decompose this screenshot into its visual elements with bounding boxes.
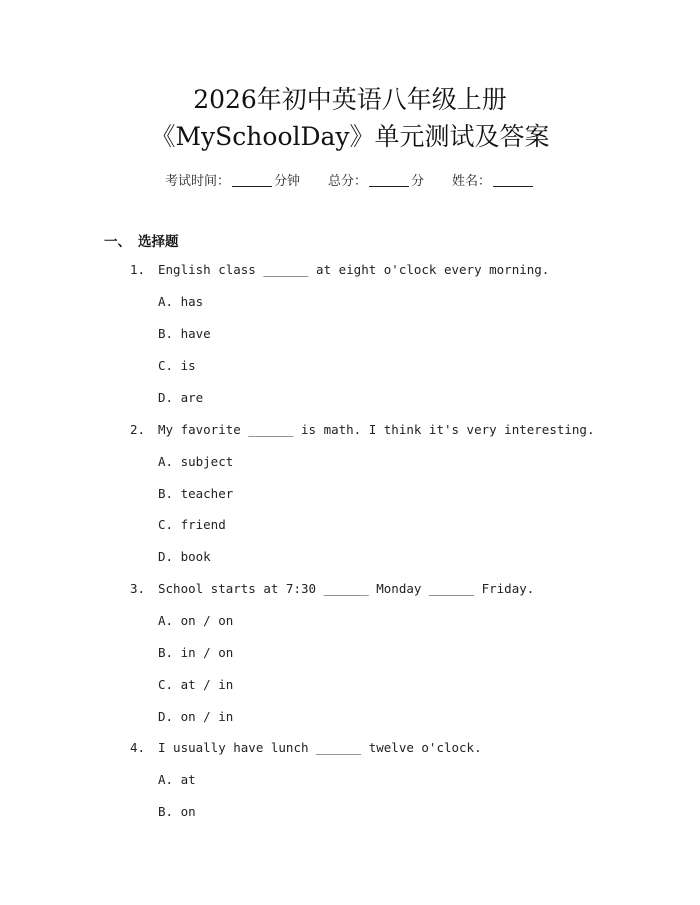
section-heading xyxy=(104,230,179,250)
question-text: School starts at 7:30 ______ Monday ______ Friday. xyxy=(158,581,535,596)
exam-time-blank xyxy=(232,174,272,187)
question-3 xyxy=(130,581,534,596)
document-subtitle: 《MySchoolDay》单元测试及答案 xyxy=(150,122,550,151)
question-text: I usually have lunch ______ twelve o'clock. xyxy=(158,740,482,755)
section-title: 选择题 xyxy=(138,234,179,250)
question-number: 4. xyxy=(130,740,146,755)
question-1-option-b: B. have xyxy=(158,326,211,341)
student-name-blank xyxy=(493,174,533,187)
question-1-option-c: C. is xyxy=(158,358,196,373)
question-text: My favorite ______ is math. I think it's very interesting. xyxy=(158,422,595,437)
question-3-option-a: A. on / on xyxy=(158,613,234,628)
question-number: 1. xyxy=(130,262,146,277)
exam-info-bar xyxy=(0,170,700,189)
question-text: English class ______ at eight o'clock every morning. xyxy=(158,262,550,277)
student-name-label: 姓名： xyxy=(452,174,492,189)
total-score-unit: 分 xyxy=(411,174,425,189)
question-4-option-a: A. at xyxy=(158,772,196,787)
question-3-option-d: D. on / in xyxy=(158,709,234,724)
question-2-option-a: A. subject xyxy=(158,454,234,469)
question-1-option-a: A. has xyxy=(158,294,204,309)
exam-time-field xyxy=(165,170,300,189)
question-3-option-c: C. at / in xyxy=(158,677,234,692)
exam-time-unit: 分钟 xyxy=(273,174,300,189)
question-number: 3. xyxy=(130,581,146,596)
question-1-option-d: D. are xyxy=(158,390,204,405)
question-4-option-b: B. on xyxy=(158,804,196,819)
question-2-option-c: C. friend xyxy=(158,517,226,532)
total-score-blank xyxy=(369,174,409,187)
question-number: 2. xyxy=(130,422,146,437)
question-1 xyxy=(130,262,549,277)
question-2-option-d: D. book xyxy=(158,549,211,564)
section-number: 一、 xyxy=(104,234,131,250)
student-name-field xyxy=(452,170,535,189)
total-score-label: 总分： xyxy=(327,174,367,189)
question-2-option-b: B. teacher xyxy=(158,486,234,501)
exam-time-label: 考试时间： xyxy=(164,174,230,189)
question-2 xyxy=(130,422,595,437)
total-score-field xyxy=(328,170,424,189)
question-3-option-b: B. in / on xyxy=(158,645,234,660)
question-4 xyxy=(130,740,482,755)
document-title: 2026年初中英语八年级上册 xyxy=(193,85,507,114)
